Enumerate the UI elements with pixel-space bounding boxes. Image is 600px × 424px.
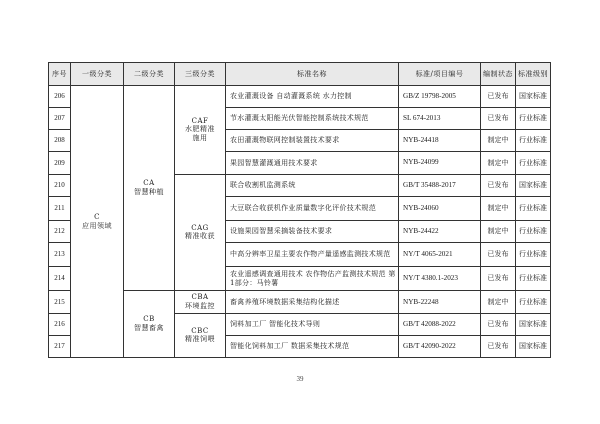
row-grade: 行业标准	[516, 291, 551, 313]
cat2-name: 智慧种植	[134, 188, 164, 197]
row-seq: 210	[49, 174, 71, 196]
header-level3: 三级分类	[175, 63, 226, 86]
row-status: 已发布	[481, 108, 516, 130]
row-seq: 207	[49, 108, 71, 130]
row-grade: 行业标准	[516, 267, 551, 291]
cat3-code: CBA	[191, 293, 209, 302]
row-grade: 国家标准	[516, 174, 551, 196]
row-code: NYB-24422	[399, 220, 481, 242]
row-status: 已发布	[481, 313, 516, 335]
standards-table	[48, 62, 551, 358]
cat3-code: CAF	[191, 116, 209, 125]
row-code: GB/T 42090-2022	[399, 335, 481, 357]
cat1-cell	[71, 86, 124, 358]
row-seq: 216	[49, 313, 71, 335]
row-grade: 行业标准	[516, 130, 551, 152]
cat3-cbc-cell	[175, 313, 226, 357]
row-status: 已发布	[481, 242, 516, 266]
row-grade: 行业标准	[516, 152, 551, 174]
row-code: NYB-24099	[399, 152, 481, 174]
header-level2: 二级分类	[124, 63, 175, 86]
header-level1: 一级分类	[71, 63, 124, 86]
row-seq: 217	[49, 335, 71, 357]
table-row	[49, 86, 551, 108]
cat1-code: C	[94, 212, 100, 221]
cat3-code: CAG	[191, 223, 209, 232]
row-name: 中高分辨率卫星主要农作物产量遥感监测技术规范	[226, 242, 399, 266]
cat2-code: CA	[143, 179, 155, 188]
row-seq: 206	[49, 86, 71, 108]
row-grade: 行业标准	[516, 220, 551, 242]
row-seq: 212	[49, 220, 71, 242]
row-code: GB/Z 19798-2005	[399, 86, 481, 108]
row-grade: 行业标准	[516, 242, 551, 266]
table-header	[49, 63, 551, 86]
cat3-name: 精准饲喂	[185, 335, 215, 344]
row-grade: 行业标准	[516, 196, 551, 220]
cat3-cag-cell	[175, 174, 226, 291]
row-status: 已发布	[481, 86, 516, 108]
page-number: 39	[296, 375, 304, 383]
header-grade: 标准级别	[516, 63, 551, 86]
row-grade: 行业标准	[516, 108, 551, 130]
row-code: NY/T 4065-2021	[399, 242, 481, 266]
header-status: 编制状态	[481, 63, 516, 86]
row-status: 已发布	[481, 335, 516, 357]
row-name: 联合收割机监测系统	[226, 174, 399, 196]
row-name: 农业遥感调查通用技术 农作物估产监测技术规范 第1部分：马铃薯	[226, 267, 399, 291]
row-status: 已发布	[481, 267, 516, 291]
row-seq: 211	[49, 196, 71, 220]
cat3-name: 水肥精准施用	[185, 125, 215, 143]
row-grade: 国家标准	[516, 86, 551, 108]
row-name: 农业灌溉设备 自动灌溉系统 水力控制	[226, 86, 399, 108]
row-name: 果园智慧灌溉通用技术要求	[226, 152, 399, 174]
row-status: 制定中	[481, 196, 516, 220]
cat2-cb-cell	[124, 291, 175, 358]
cat3-code: CBC	[191, 326, 209, 335]
row-seq: 214	[49, 267, 71, 291]
cat3-cba-cell	[175, 291, 226, 313]
row-code: GB/T 42088-2022	[399, 313, 481, 335]
cat2-name: 智慧畜禽	[134, 324, 164, 333]
row-status: 制定中	[481, 152, 516, 174]
row-name: 畜禽养殖环境数据采集结构化描述	[226, 291, 399, 313]
header-code: 标准/项目编号	[399, 63, 481, 86]
row-code: NY/T 4380.1-2023	[399, 267, 481, 291]
cat1-name: 应用领域	[82, 221, 112, 230]
header-name: 标准名称	[226, 63, 399, 86]
row-seq: 213	[49, 242, 71, 266]
row-code: SL 674-2013	[399, 108, 481, 130]
row-name: 大豆联合收获机作业质量数字化评价技术规范	[226, 196, 399, 220]
row-status: 制定中	[481, 291, 516, 313]
cat3-name: 精准收获	[185, 232, 215, 241]
row-name: 智能化饲料加工厂 数据采集技术规范	[226, 335, 399, 357]
row-code: NYB-24418	[399, 130, 481, 152]
row-status: 制定中	[481, 130, 516, 152]
table-body	[49, 86, 551, 358]
row-grade: 国家标准	[516, 313, 551, 335]
row-code: NYB-24060	[399, 196, 481, 220]
row-name: 设施果园智慧采摘装备技术要求	[226, 220, 399, 242]
row-name: 饲料加工厂 智能化技术导则	[226, 313, 399, 335]
row-code: GB/T 35488-2017	[399, 174, 481, 196]
row-status: 制定中	[481, 220, 516, 242]
cat3-caf-cell	[175, 86, 226, 175]
row-code: NYB-22248	[399, 291, 481, 313]
row-seq: 209	[49, 152, 71, 174]
cat2-code: CB	[143, 315, 155, 324]
table-row	[49, 291, 551, 313]
row-grade: 国家标准	[516, 335, 551, 357]
row-seq: 215	[49, 291, 71, 313]
row-status: 已发布	[481, 174, 516, 196]
row-name: 节水灌溉太阳能光伏智能控制系统技术规范	[226, 108, 399, 130]
row-seq: 208	[49, 130, 71, 152]
row-name: 农田灌溉物联网控制装置技术要求	[226, 130, 399, 152]
cat2-ca-cell	[124, 86, 175, 291]
header-seq: 序号	[49, 63, 71, 86]
cat3-name: 环境监控	[185, 302, 215, 311]
